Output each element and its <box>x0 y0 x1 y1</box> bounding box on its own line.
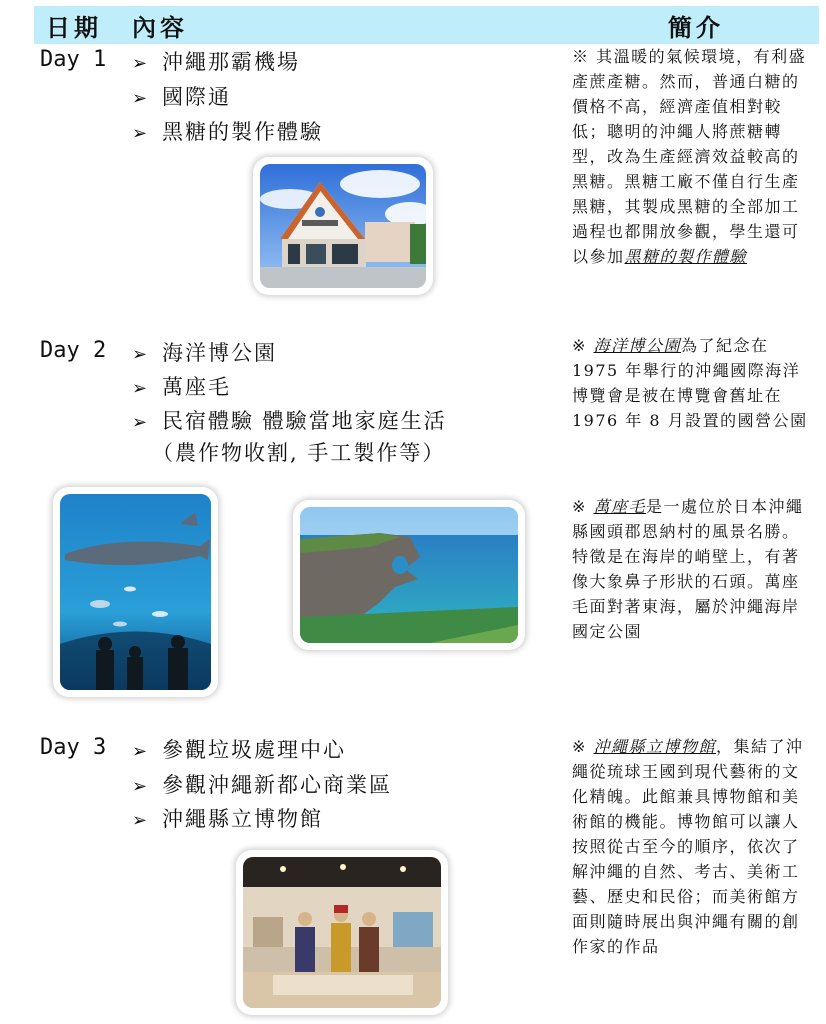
day2-note-manzamo: ※ 萬座毛是一處位於日本沖繩縣國頭郡恩納村的風景名勝。特徵是在海岸的峭壁上，有著像大象鼻子形狀的石頭。萬座毛面對著東海，屬於沖繩海岸國定公園 <box>572 497 804 641</box>
arrow-bullet-icon: ➢ <box>132 776 150 797</box>
museum-exhibit-photo <box>236 850 448 1015</box>
manzamo-cliff-photo <box>293 500 525 650</box>
day1-item: ➢ 沖繩那霸機場 <box>132 50 300 74</box>
arrow-bullet-icon: ➢ <box>132 88 150 109</box>
arrow-bullet-icon: ➢ <box>132 412 150 433</box>
arrow-bullet-icon: ➢ <box>132 344 150 365</box>
day1-item: ➢ 黑糖的製作體驗 <box>132 120 323 144</box>
brown-sugar-link[interactable]: 黑糖的製作體驗 <box>624 247 748 266</box>
header-content: 內容 <box>132 14 188 42</box>
day1-note: ※ 其溫暖的氣候環境，有利盛產蔗產糖。然而，普通白糖的價格不高，經濟產值相對較低；聰明的沖繩人將蔗糖轉型，改為生產經濟效益較高的黑糖。黑糖工廠不僅自行生產黑糖，其製成黑糖的全部加工過程也都開放參觀，學生還可以參加黑糖的製作體驗 <box>572 47 807 266</box>
day1-label: Day 1 <box>40 47 107 72</box>
day2-item-extra: （農作物收割, 手工製作等） <box>152 441 446 465</box>
manzamo-link[interactable]: 萬座毛 <box>593 497 647 516</box>
arrow-bullet-icon: ➢ <box>132 53 150 74</box>
arrow-bullet-icon: ➢ <box>132 741 150 762</box>
day2-item: ➢ 海洋博公園 <box>132 341 277 365</box>
day2-item: ➢ 民宿體驗 體驗當地家庭生活 <box>132 409 447 433</box>
day3-item: ➢ 參觀垃圾處理中心 <box>132 738 346 762</box>
day1-item: ➢ 國際通 <box>132 85 231 109</box>
day3-item: ➢ 沖繩縣立博物館 <box>132 807 323 831</box>
aquarium-whale-shark-photo <box>53 487 218 697</box>
arrow-bullet-icon: ➢ <box>132 378 150 399</box>
day2-note-ocean-park: ※ 海洋博公園為了紀念在 1975 年舉行的沖繩國際海洋博覽會是被在博覽會舊址在 1976 年 8 月設置的國營公園 <box>572 336 808 430</box>
museum-link[interactable]: 沖繩縣立博物館 <box>593 737 717 756</box>
day2-label: Day 2 <box>40 338 107 363</box>
day3-label: Day 3 <box>40 735 107 760</box>
day3-item: ➢ 參觀沖繩新都心商業區 <box>132 773 392 797</box>
ocean-park-link[interactable]: 海洋博公園 <box>593 336 682 355</box>
header-intro: 簡介 <box>668 14 724 42</box>
brown-sugar-factory-photo <box>253 157 433 295</box>
day3-note: ※ 沖繩縣立博物館，集結了沖繩從琉球王國到現代藝術的文化精魄。此館兼具博物館和美術館的機能。博物館可以讓人按照從古至今的順序，依次了解沖繩的自然、考古、美術工藝、歷史和民俗；而美術館方面則隨時展出與沖繩有關的創作家的作品 <box>572 737 804 956</box>
day2-item: ➢ 萬座毛 <box>132 375 231 399</box>
arrow-bullet-icon: ➢ <box>132 810 150 831</box>
arrow-bullet-icon: ➢ <box>132 123 150 144</box>
header-date: 日期 <box>46 14 102 42</box>
